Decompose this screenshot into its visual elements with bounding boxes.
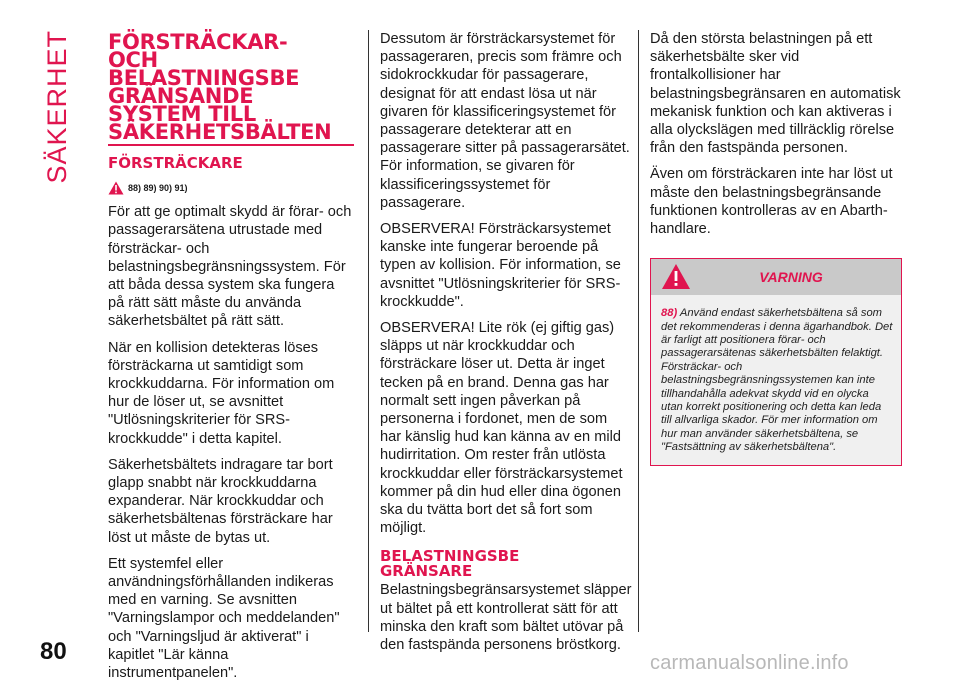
main-heading: FÖRSTRÄCKAR- OCH BELASTNINGSBE GRÄNSANDE SYSTEM TILL SÄKERHETSBÄLTEN xyxy=(108,30,332,144)
paragraph: För att ge optimalt skydd är förar- och passagerarsätena utrustade med försträckar- och belastningsbegränsningssystem. För att båda dessa system ska fungera på rätt sätt måste du använda säkerhetsbältet på rätt sätt. xyxy=(108,204,352,330)
column-divider xyxy=(638,30,639,632)
warning-text: Använd endast säkerhetsbältena så som det rekommenderas i denna ägarhandbok. Det är farligt att positionera förar- och passagerarsätenas säkerhetsbälten felaktigt. Försträckar- och belastningsbegränsningssystemen kan inte tillhandahålla adekvat skydd vid en olycka utan korrekt positionering och detta kan leda till allvarliga skador. För mer information om hur man använder säkerhetsbältena, se "Fastsättning av säkerhetsbältena". xyxy=(661,307,893,454)
paragraph: Dessutom är försträckarsystemet för passageraren, precis som främre och sidokrockkudar för passagerare, designat för att endast lösa ut när givaren för klassificeringsystemet för passagerare detekterar att en passagerare sitter på passagerarsätet. För information, se givaren för klassificeringssystemet för passagerare. xyxy=(380,31,630,211)
warning-triangle-icon xyxy=(108,181,124,195)
paragraph: Säkerhetsbältets indragare tar bort glapp snabbt när krockkuddarna expanderar. När krockkuddar och säkerhetsbältenas försträckare har löst ut måste de bytas ut. xyxy=(108,456,333,546)
section-side-label: SÄKERHET xyxy=(42,30,72,184)
reference-numbers: 88) 89) 90) 91) xyxy=(128,183,188,193)
watermark: carmanualsonline.info xyxy=(650,652,849,674)
warning-title: VARNING xyxy=(759,269,823,286)
warning-number: 88) xyxy=(661,307,678,320)
paragraph: Belastningsbegränsarsystemet släpper ut bältet på ett kontrollerat sätt för att minska den kraft som bältet utövar på den fastspända personens bröstkorg. xyxy=(380,582,632,654)
paragraph: OBSERVERA! Försträckarsystemet kanske inte fungerar beroende på typen av kollision. För information, se avsnittet "Utlösningskriterier för SRS-krockkudde". xyxy=(380,221,621,310)
column-3 xyxy=(650,30,902,466)
page-number: 80 xyxy=(40,638,67,665)
column-1 xyxy=(108,30,354,690)
paragraph: Då den största belastningen på ett säkerhetsbälte sker vid frontalkollisioner har belastningsbegränsaren en automatisk mekanisk funktion och kan aktiveras i alla olyckslägen med tillräcklig rörelse från den fastspända personen. xyxy=(650,31,901,157)
column-divider xyxy=(368,30,369,632)
warning-body xyxy=(651,295,901,464)
column-2 xyxy=(380,30,632,662)
heading-rule xyxy=(108,144,354,146)
warning-box xyxy=(650,258,902,465)
warning-triangle-icon xyxy=(661,263,691,290)
subheading-belastningsbegransare: BELASTNINGSBE GRÄNSARE xyxy=(380,547,520,581)
warning-references xyxy=(108,179,354,197)
paragraph: Även om försträckaren inte har löst ut måste den belastningsbegränsande funktionen kontrolleras av en Abarth-handlare. xyxy=(650,166,893,238)
paragraph: OBSERVERA! Lite rök (ej giftig gas) släpps ut när krockkuddar och försträckare löser ut. Detta är inget tecken på en brand. Denna gas har normalt sett ingen påverkan på personerna i fordonet, men de som har känslig hud kan känna av en mild hudirritation. Om rester från utlösta krockkuddar eller försträckarsystemet kommer på din hud eller dina ögonen ska du tvätta bort det så fort som möjligt. xyxy=(380,320,623,537)
subheading-forstrackare: FÖRSTRÄCKARE xyxy=(108,154,243,172)
warning-header xyxy=(651,259,901,295)
paragraph: När en kollision detekteras löses försträckarna ut samtidigt som krockkuddarna. För information om hur de löser ut, se avsnittet "Utlösningskriterier för SRS-krockkudde" i detta kapitel. xyxy=(108,339,335,447)
paragraph: Ett systemfel eller användningsförhållanden indikeras med en varning. Se avsnitten "Varningslampor och meddelanden" och "Varningsljud är aktiverat" i kapitlet "Lär känna instrumentpanelen". xyxy=(108,555,340,682)
